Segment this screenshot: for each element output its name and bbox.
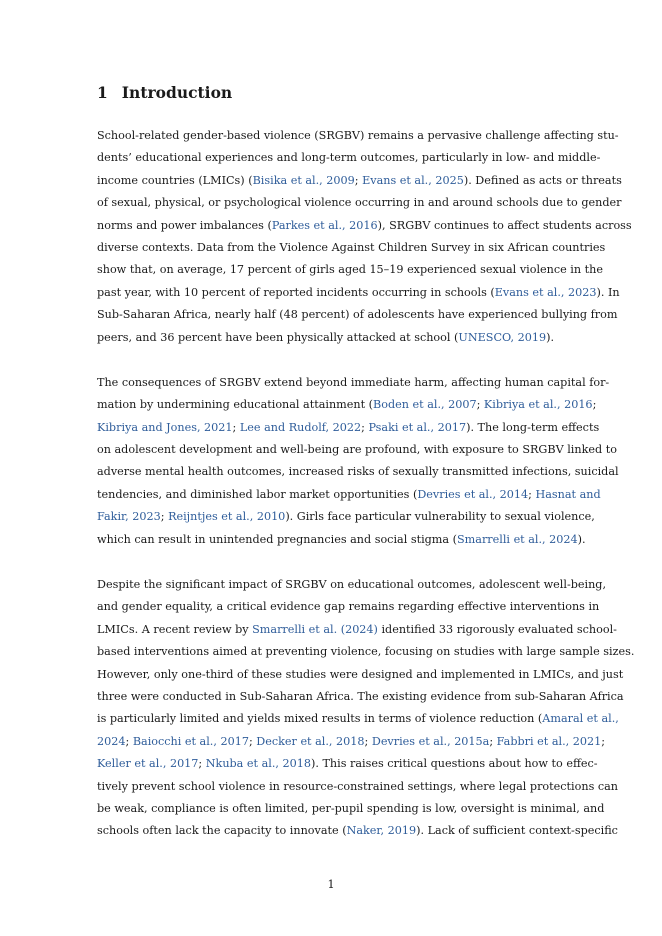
citation-link[interactable]: Smarrelli et al. (2024) [252,622,378,636]
text-segment: ; [232,420,240,434]
text-line [97,484,601,506]
text-line [97,259,603,281]
text-segment: ). The long-term effects [466,420,600,434]
text-segment: show that, on average, 17 percent of girls aged 15–19 experienced sexual violence in the [97,263,603,277]
citation-link[interactable]: Smarrelli et al., 2024 [457,532,578,546]
section-heading [97,80,583,106]
paragraph-2 [97,372,619,551]
citation-link[interactable]: Keller et al., 2017 [97,757,199,771]
paragraph-1 [97,125,632,349]
citation-link[interactable]: Baiocchi et al., 2017 [132,734,249,748]
text-segment: three were conducted in Sub-Saharan Africa. The existing evidence from sub-Saharan Africa [97,689,624,703]
text-segment: ). Lack of sufficient context-specific [416,824,618,838]
text-line [97,372,610,394]
page-body [97,80,635,866]
citation-link[interactable]: 2024 [97,734,126,748]
text-segment: ). Girls face particular vulnerability to sexual violence, [285,510,595,524]
text-line [97,170,622,192]
text-line [97,619,617,641]
text-line [97,215,632,237]
text-line [97,708,619,730]
text-line [97,461,619,483]
text-segment: and gender equality, a critical evidence gap remains regarding effective interventions in [97,600,600,614]
citation-link[interactable]: Fabbri et al., 2021 [496,734,602,748]
text-segment: Despite the significant impact of SRGBV on educational outcomes, adolescent well-being, [97,578,607,592]
text-segment: dents’ educational experiences and long-term outcomes, particularly in low- and middle- [97,151,601,165]
citation-link[interactable]: Lee and Rudolf, 2022 [239,420,362,434]
text-segment: of sexual, physical, or psychological violence occurring in and around schools due to gender [97,196,622,210]
text-line [97,304,618,326]
citation-link[interactable]: Naker, 2019 [346,824,417,838]
citation-link[interactable]: Psaki et al., 2017 [368,420,467,434]
text-segment: ; [125,734,133,748]
text-segment: ; [248,734,257,748]
text-segment: based interventions aimed at preventing violence, focusing on studies with large sample sizes. [97,645,635,659]
citation-link[interactable]: Decker et al., 2018 [256,734,365,748]
text-segment: The consequences of SRGBV extend beyond immediate harm, affecting human capital for- [97,375,610,389]
text-line [97,731,605,753]
paragraph-3 [97,574,635,843]
page-number: 1 [327,878,335,891]
citation-link[interactable]: Hasnat and [535,487,601,501]
text-segment: ). [577,532,586,546]
text-segment: tively prevent school violence in resource-constrained settings, where legal protections can [97,779,619,793]
text-line [97,125,619,147]
text-line [97,192,622,214]
citation-link[interactable]: Evans et al., 2025 [362,173,464,187]
text-segment: ; [528,487,536,501]
citation-link[interactable]: Fakir, 2023 [97,510,161,524]
text-line [97,417,600,439]
citation-link[interactable]: Parkes et al., 2016 [271,218,378,232]
text-line [97,439,617,461]
citation-link[interactable]: Reijntjes et al., 2010 [168,510,286,524]
text-segment: is particularly limited and yields mixed results in terms of violence reduction ( [97,712,543,726]
text-segment: However, only one-third of these studies were designed and implemented in LMICs, and just [97,667,624,681]
citation-link[interactable]: Kibriya and Jones, 2021 [97,420,233,434]
text-line [97,237,606,259]
text-line [97,394,597,416]
text-line [97,664,624,686]
text-line [97,776,619,798]
text-segment: ). Defined as acts or threats [463,173,622,187]
text-segment: past year, with 10 percent of reported incidents occurring in schools ( [97,285,495,299]
citation-link[interactable]: Bisika et al., 2009 [252,173,355,187]
text-segment: ; [364,734,372,748]
text-segment: income countries (LMICs) ( [97,173,253,187]
text-segment: ; [476,398,484,412]
text-line [97,798,605,820]
text-segment: ; [354,173,363,187]
text-segment: ; [160,510,169,524]
citation-link[interactable]: Nkuba et al., 2018 [205,757,311,771]
text-segment: ; [361,420,369,434]
text-segment: ). This raises critical questions about how to effec- [310,757,598,771]
text-segment: ; [601,734,605,748]
text-segment: ). In [596,285,620,299]
paragraphs-container [97,125,635,843]
text-segment: ; [198,757,206,771]
text-segment: diverse contexts. Data from the Violence Against Children Survey in six African countries [97,240,606,254]
section-number: 1 [97,83,108,102]
section-title: Introduction [121,83,233,102]
text-segment: ; [489,734,497,748]
text-segment: mation by undermining educational attainment ( [97,398,374,412]
text-segment: ). [546,330,555,344]
text-segment: adverse mental health outcomes, increased risks of sexually transmitted infections, suicidal [97,465,619,479]
text-segment: tendencies, and diminished labor market opportunities ( [97,487,418,501]
text-segment: be weak, compliance is often limited, per-pupil spending is low, oversight is minimal, and [97,801,605,815]
text-line [97,641,635,663]
text-segment: LMICs. A recent review by [97,622,253,636]
citation-link[interactable]: Amaral et al., [542,712,619,726]
text-line [97,820,618,842]
text-segment: on adolescent development and well-being are profound, with exposure to SRGBV linked to [97,443,617,457]
citation-link[interactable]: Devries et al., 2015a [371,734,490,748]
text-segment: School-related gender-based violence (SRGBV) remains a pervasive challenge affecting stu- [97,129,619,142]
text-line [97,327,583,349]
text-line [97,686,624,708]
text-line [97,282,620,304]
citation-link[interactable]: Evans et al., 2023 [494,285,597,299]
text-line [97,147,601,169]
text-line [97,596,600,618]
citation-link[interactable]: Kibriya et al., 2016 [483,398,593,412]
text-line [97,506,595,528]
text-segment: identified 33 rigorously evaluated school- [377,622,617,636]
text-segment: ; [592,398,597,412]
text-segment: ), SRGBV continues to affect students across [377,218,632,232]
text-segment: which can result in unintended pregnancies and social stigma ( [97,532,458,546]
text-segment: peers, and 36 percent have been physically attacked at school ( [97,330,459,344]
text-line [97,574,607,596]
text-line [97,529,586,551]
text-segment: schools often lack the capacity to innovate ( [97,824,347,838]
citation-link[interactable]: Boden et al., 2007 [373,398,477,412]
text-line [97,753,598,775]
citation-link[interactable]: UNESCO, 2019 [458,330,547,344]
text-segment: norms and power imbalances ( [97,218,272,232]
text-segment: Sub-Saharan Africa, nearly half (48 percent) of adolescents have experienced bullying from [97,308,618,322]
citation-link[interactable]: Devries et al., 2014 [417,487,529,501]
